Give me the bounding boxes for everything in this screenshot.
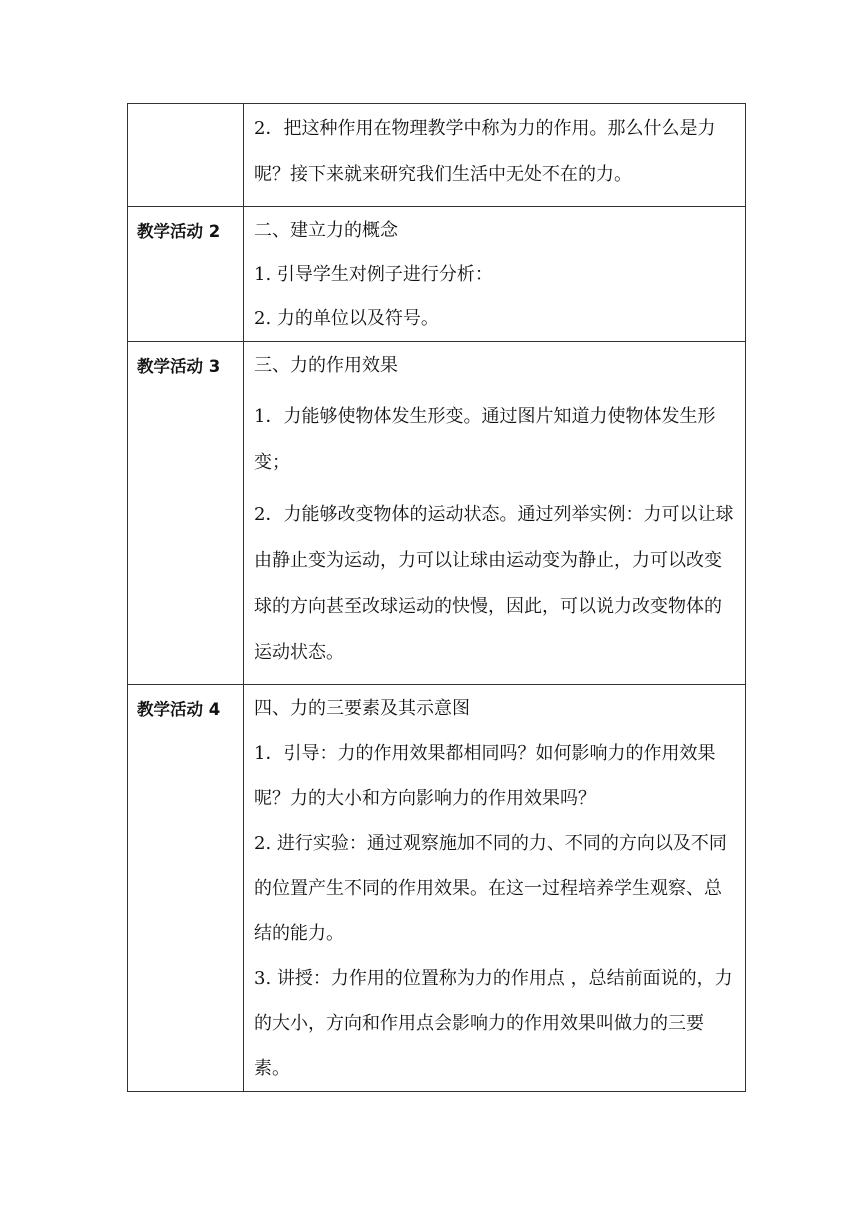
- content-paragraph: 2. 力的单位以及符号。: [254, 308, 439, 329]
- activity-label: 教学活动 2: [128, 207, 244, 342]
- activity-label: [128, 104, 244, 207]
- section-heading: 四、力的三要素及其示意图: [254, 698, 470, 719]
- activity-content: [244, 685, 746, 1092]
- activity-label: 教学活动 3: [128, 342, 244, 685]
- table-row: [128, 342, 746, 685]
- content-paragraph: 1．引导：力的作用效果都相同吗？如何影响力的作用效果呢？力的大小和方向影响力的作用效果吗？: [254, 743, 716, 809]
- activity-content: [244, 207, 746, 342]
- lesson-plan-table: [127, 103, 746, 1092]
- content-paragraph: 2．把这种作用在物理教学中称为力的作用。那么什么是力呢？接下来就来研究我们生活中无处不在的力。: [254, 118, 716, 185]
- activity-content: [244, 104, 746, 207]
- table-row: [128, 685, 746, 1092]
- section-heading: 二、建立力的概念: [254, 220, 398, 241]
- section-heading: 三、力的作用效果: [254, 355, 398, 376]
- content-paragraph: 2．力能够改变物体的运动状态。通过列举实例：力可以让球由静止变为运动，力可以让球由运动变为静止，力可以改变球的方向甚至改球运动的快慢，因此，可以说力改变物体的运动状态。: [254, 504, 734, 663]
- content-paragraph: 1．力能够使物体发生形变。通过图片知道力使物体发生形变；: [254, 406, 716, 473]
- table-row: [128, 207, 746, 342]
- table-row: [128, 104, 746, 207]
- activity-label: 教学活动 4: [128, 685, 244, 1092]
- activity-content: [244, 342, 746, 685]
- content-paragraph: 1. 引导学生对例子进行分析：: [254, 264, 493, 285]
- content-paragraph: 2. 进行实验：通过观察施加不同的力、不同的方向以及不同的位置产生不同的作用效果。在这一过程培养学生观察、总结的能力。: [254, 833, 727, 944]
- content-paragraph: 3. 讲授：力作用的位置称为力的作用点 ，总结前面说的，力的大小，方向和作用点会影响力的作用效果叫做力的三要素。: [254, 968, 733, 1079]
